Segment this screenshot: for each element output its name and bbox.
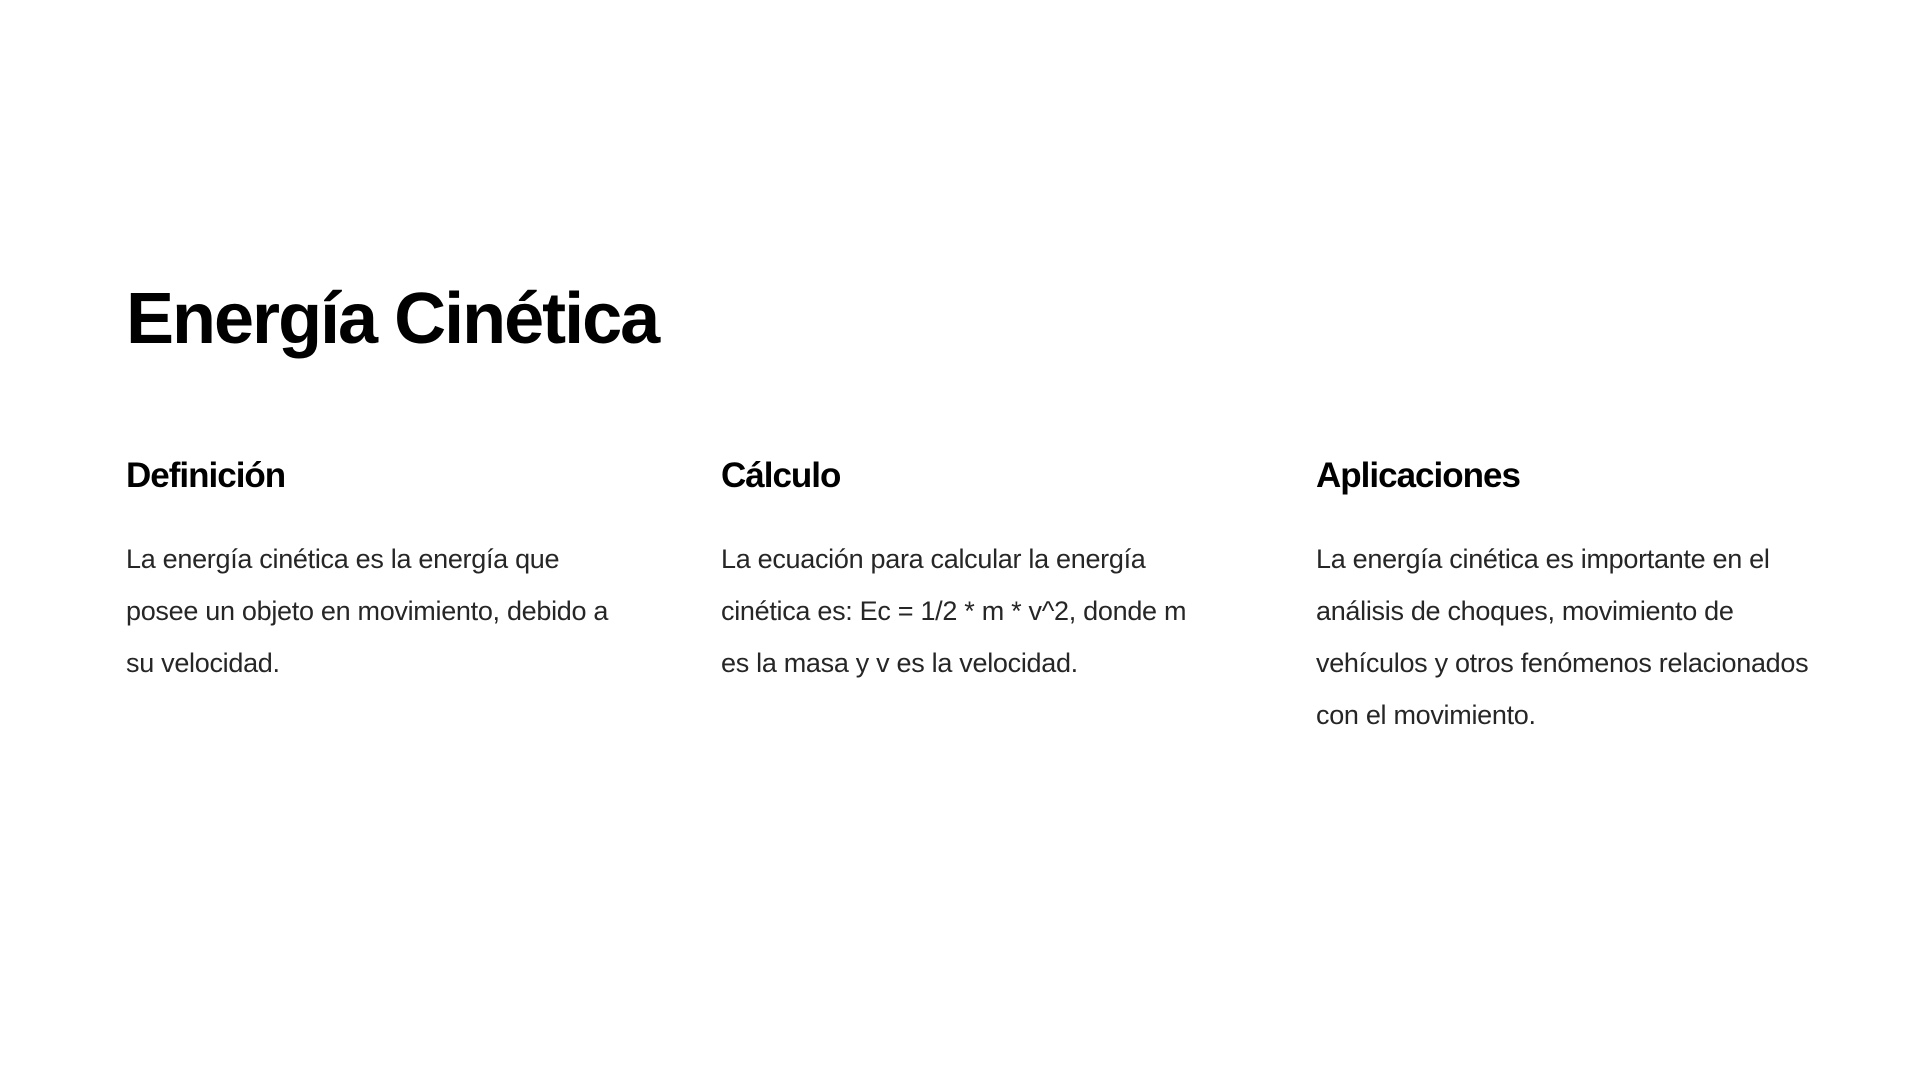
column-calculo — [721, 455, 1221, 689]
column-heading-calculo: Cálculo — [721, 456, 841, 495]
column-body-aplicaciones: La energía cinética es importante en el análisis de choques, movimiento de vehículos y otros fenómenos relacionados con el movimiento. — [1316, 544, 1809, 730]
column-body-definicion: La energía cinética es la energía que posee un objeto en movimiento, debido a su velocidad. — [126, 544, 609, 678]
column-aplicaciones — [1316, 455, 1816, 741]
column-body-calculo: La ecuación para calcular la energía cinética es: Ec = 1/2 * m * v^2, donde m es la masa y v es la velocidad. — [721, 544, 1187, 678]
column-heading-definicion: Definición — [126, 456, 286, 495]
column-definicion — [126, 455, 626, 689]
slide-title: Energía Cinética — [126, 279, 659, 359]
column-heading-aplicaciones: Aplicaciones — [1316, 456, 1520, 495]
